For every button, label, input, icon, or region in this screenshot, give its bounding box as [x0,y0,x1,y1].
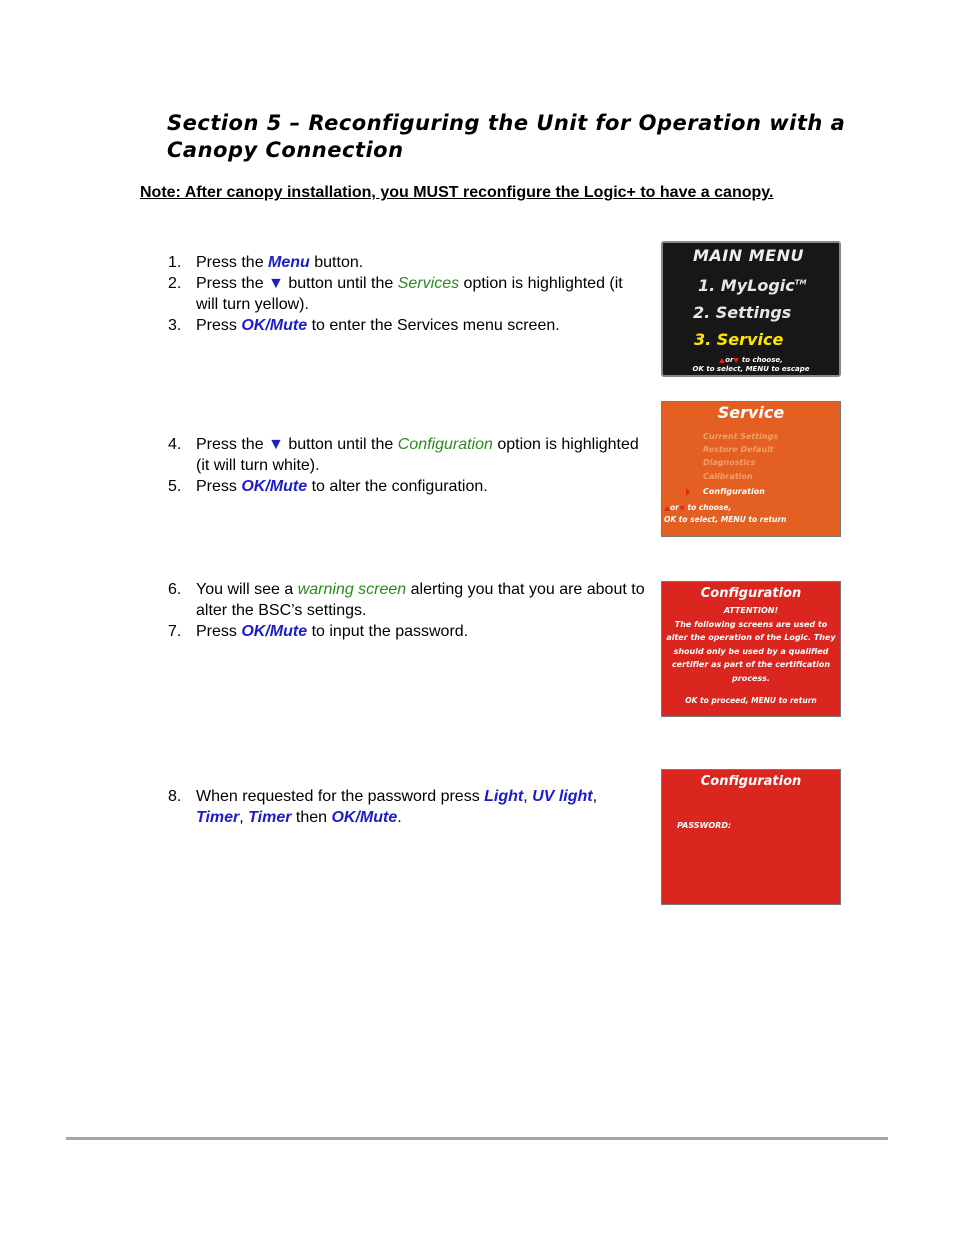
step-text: Press the [196,275,269,292]
trademark-mark: TM [794,278,807,287]
main-menu-hint: or to choose, [663,356,839,364]
step-item [168,315,648,336]
down-arrow-icon [733,358,739,363]
step-text: , [592,788,598,805]
step-text: OK/Mute [241,317,308,334]
warning-text [664,604,838,685]
step-number: 6. [168,581,182,598]
service-option-calibration: Calibration [703,472,753,481]
step-number: 5. [168,478,182,495]
step-text: Timer [196,809,240,826]
menu-item-mylogic: 1. MyLogic™ [698,276,807,295]
step-text: Press [196,317,242,334]
step-item [168,621,648,642]
service-hint-2: OK to select, MENU to return [664,515,787,524]
menu-item-settings: 2. Settings [693,303,792,322]
service-option-current-settings: Current Settings [703,432,778,441]
step-text: Press the [196,254,269,271]
configuration-title: Configuration [700,774,802,789]
step-text: to alter the configuration. [307,478,488,495]
step-text: button until the [283,436,398,453]
configuration-warning-screen [661,581,841,717]
steps-list-1 [168,252,648,336]
step-text: Light [484,788,524,805]
step-text: Press [196,623,242,640]
step-text: , [523,788,533,805]
step-item [168,476,648,497]
step-text: . [397,809,402,826]
main-menu-title: MAIN MENU [693,246,804,265]
step-text: , [239,809,249,826]
step-number: 4. [168,436,182,453]
step-text: Configuration [397,436,493,453]
step-number: 3. [168,317,182,334]
footer-rule [66,1137,888,1140]
warning-body: The following screens are used to alter the operation of the Logic. They should only be used by a qualified certifier as part of the certification process. [666,619,836,683]
step-text: You will see a [196,581,298,598]
password-label: PASSWORD: [677,821,732,830]
configuration-title: Configuration [700,586,802,601]
section-title: Section 5 – Reconfiguring the Unit for Operation with a Canopy Connection [167,111,846,162]
step-number: 1. [168,254,182,271]
service-hint: or to choose, [664,503,731,512]
service-option-diagnostics: Diagnostics [703,458,756,467]
step-number: 7. [168,623,182,640]
down-arrow-icon [679,506,685,511]
step-item [168,786,648,828]
step-number: 2. [168,275,182,292]
menu-item-service: 3. Service [694,330,784,349]
attention-label: ATTENTION! [723,606,779,615]
warning-footer: OK to proceed, MENU to return [685,696,817,705]
main-menu-screen [661,241,841,377]
step-text: Timer [248,809,292,826]
step-text: Press [196,478,242,495]
steps-list-2 [168,434,648,497]
main-menu-hint-2: OK to select, MENU to escape [692,365,810,373]
service-screen [661,401,841,537]
step-item [168,434,648,476]
canopy-note: Note: After canopy installation, you MUST reconfigure the Logic+ to have a canopy. [140,184,774,201]
step-text: OK/Mute [331,809,398,826]
down-arrow-icon: ▼ [268,275,284,292]
step-item [168,273,648,315]
service-option-restore-default: Restore Default [703,445,774,454]
steps-list-3 [168,579,648,642]
step-item [168,579,648,621]
service-title: Service [717,403,785,422]
step-item [168,252,648,273]
step-text: OK/Mute [241,478,308,495]
step-text: option is highlighted (it will turn white). [196,436,639,474]
step-text: Menu [268,254,310,271]
step-text: warning screen [297,581,407,598]
step-text: then [291,809,332,826]
configuration-password-screen [661,769,841,905]
step-text: button until the [283,275,398,292]
step-text: button. [309,254,364,271]
step-text: to input the password. [307,623,469,640]
step-text: option is highlighted (it will turn yellow). [196,275,623,313]
step-text: alerting you that you are about to alter the BSC’s settings. [196,581,645,619]
step-text: OK/Mute [241,623,308,640]
service-option-configuration: Configuration [703,487,765,496]
selection-pointer-icon [686,488,690,496]
steps-list-4 [168,786,648,828]
step-text: When requested for the password press [196,788,485,805]
step-number: 8. [168,788,182,805]
step-text: to enter the Services menu screen. [307,317,560,334]
down-arrow-icon: ▼ [268,436,284,453]
step-text: UV light [532,788,593,805]
step-text: Press the [196,436,269,453]
step-text: Services [397,275,460,292]
